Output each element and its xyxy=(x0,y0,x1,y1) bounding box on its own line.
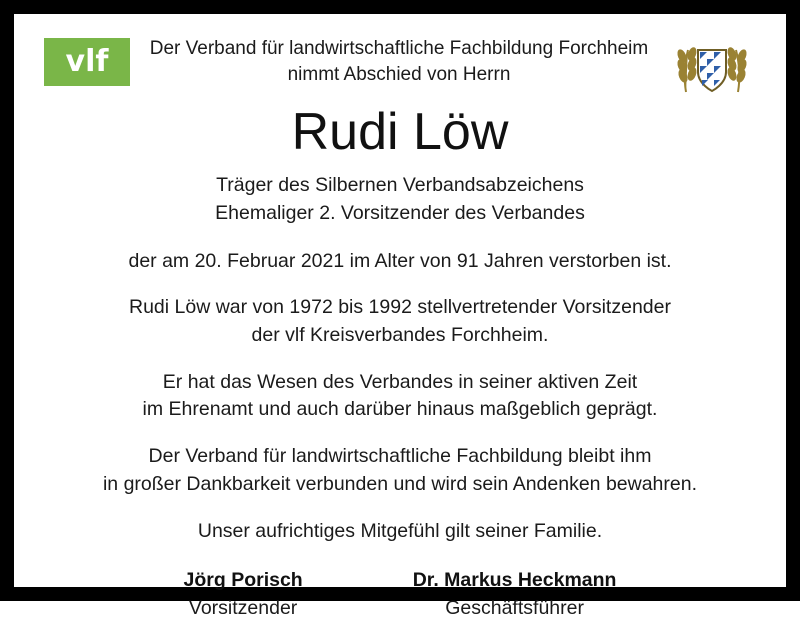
signatory-role: Vorsitzender xyxy=(188,596,298,619)
notice-header xyxy=(44,36,756,98)
deceased-title-2: Ehemaliger 2. Vorsitzender des Verbandes xyxy=(215,202,585,225)
body-paragraph-5: Unser aufrichtiges Mitgefühl gilt seiner Familie. xyxy=(197,519,603,542)
signature-block xyxy=(44,567,756,622)
body-paragraph-3: Er hat das Wesen des Verbandes in seiner aktiven Zeit im Ehrenamt und auch darüber hinaus maßgeblich geprägt. xyxy=(142,370,658,421)
body-paragraph-2: Rudi Löw war von 1972 bis 1992 stellvertretender Vorsitzender der vlf Kreisverbandes Forchheim. xyxy=(129,296,671,347)
deceased-title-1: Träger des Silbernen Verbandsabzeichens xyxy=(216,174,584,197)
signature-entry xyxy=(413,567,617,622)
body-paragraph-4: Der Verband für landwirtschaftliche Fachbildung bleibt ihm in großer Dankbarkeit verbunden und wird sein Andenken bewahren. xyxy=(102,445,698,495)
signatory-role: Geschäftsführer xyxy=(445,596,584,619)
association-line-1: Der Verband für landwirtschaftliche Fachbildung Forchheim xyxy=(149,38,649,59)
vlf-logo xyxy=(44,38,130,86)
vlf-logo-text: vlf xyxy=(65,44,109,79)
wheat-ears-crest-icon xyxy=(668,36,756,98)
notice-body xyxy=(44,248,756,546)
association-line-2: nimmt Abschied von Herrn xyxy=(287,63,511,85)
signatory-name: Jörg Porisch xyxy=(183,569,303,592)
signature-entry xyxy=(184,567,303,622)
notice-inner-frame xyxy=(14,14,786,619)
body-paragraph-1: der am 20. Februar 2021 im Alter von 91 Jahren verstorben ist. xyxy=(128,249,672,272)
deceased-name: Rudi Löw xyxy=(291,103,509,161)
signatory-name: Dr. Markus Heckmann xyxy=(412,569,617,592)
association-statement xyxy=(130,36,668,87)
